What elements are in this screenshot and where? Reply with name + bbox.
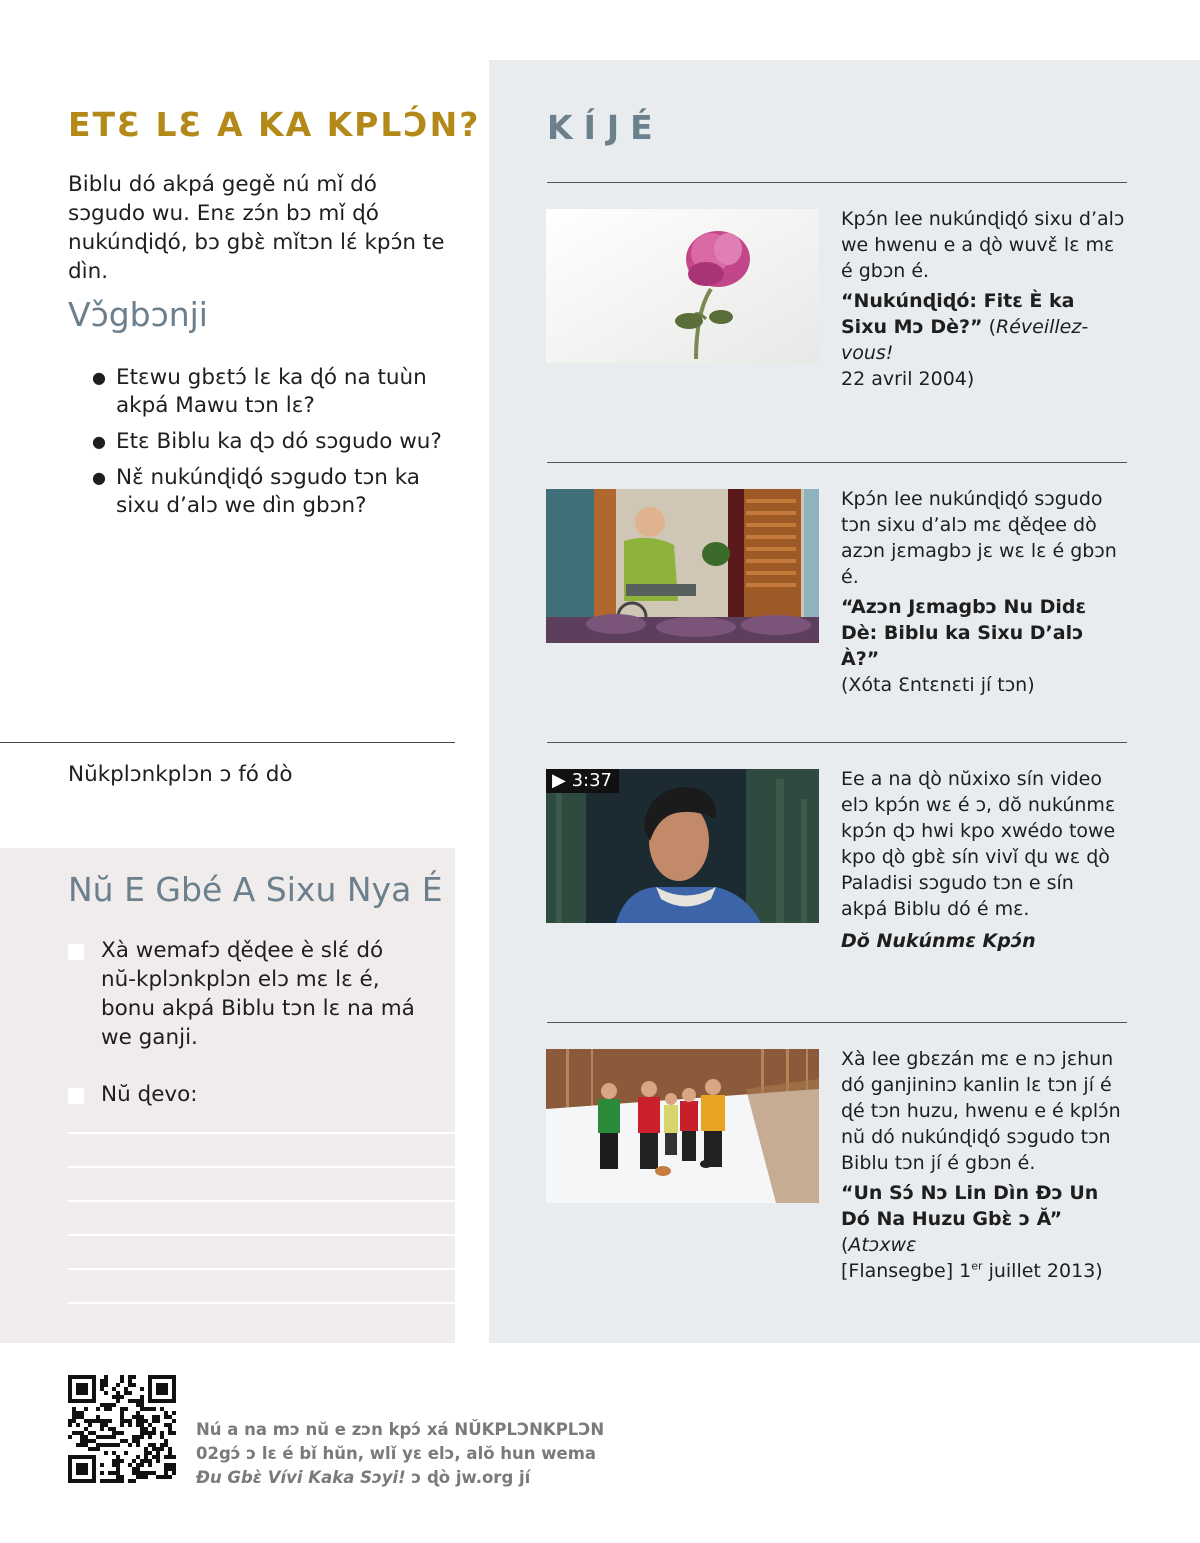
checkbox[interactable] (68, 1088, 84, 1104)
reading-item-2 (841, 486, 1126, 698)
next-steps-heading: Nŭ E Gbé A Sixu Nya É (68, 870, 443, 909)
footer-note: Nú a na mɔ nŭ e zɔn kpɔ́ xá NŬKPLƆNKPLƆN 02gɔ́ ɔ lɛ é bǐ hŭn, wlǐ yɛ elɔ, alŏ hun wema Ɖu Gbɛ̀ Vívi Kaka Sɔyi! ɔ ɖò jw.org jí (196, 1420, 605, 1487)
item-reference[interactable]: “Nukúnɖiɖó: Fitɛ È ka Sixu Mɔ Dè?” (Réveillez-vous! 22 avril 2004) (841, 290, 1089, 390)
bullet-icon: ● (92, 432, 106, 451)
write-line[interactable] (68, 1302, 455, 1304)
read-sidebar (489, 60, 1200, 1343)
play-icon: ▶ (552, 770, 566, 791)
left-column (0, 0, 489, 1343)
item-reference[interactable]: “Azɔn Jɛmagbɔ Nu Didɛ Dè: Biblu ka Sixu D’alɔ À?” (Xóta Ɛntɛnɛti jí tɔn) (841, 596, 1087, 696)
item-description: Xà lee gbɛzán mɛ e nɔ jɛhun dó ganjininɔ kanlin lɛ tɔn jí é ɖé tɔn huzu, hwenu e é kplɔ́n nŭ dó nukúnɖiɖó sɔgudo tɔn Biblu tɔn jí é gbɔn é. (841, 1048, 1121, 1174)
question-item: ● Nɛ̌ nukúnɖiɖó sɔgudo tɔn ka sixu d’alɔ we dìn gbɔn? (92, 465, 420, 518)
thumbnail-pink-flower[interactable] (546, 209, 819, 363)
write-line[interactable] (68, 1132, 455, 1134)
item-reference[interactable]: Dŏ Nukúnmɛ Kpɔ́n (841, 930, 1036, 952)
divider (0, 742, 455, 743)
next-steps-box (0, 848, 455, 1343)
family-snow-walk-image (546, 1049, 819, 1203)
item-description: Ee a na ɖò nŭxixo sín video elɔ kpɔ́n wɛ é ɔ, dŏ nukúnmɛ kpɔ́n ɖɔ hwi kpo xwédo towe kpo ɖò gbɛ̀ sín vivǐ ɖu wɛ ɖò Paladisi sɔgudo tɔn e sín akpá Biblu dó é mɛ. (841, 768, 1116, 920)
video-duration-badge: ▶ 3:37 (546, 769, 619, 793)
item-description: Kpɔ́n lee nukúnɖiɖó sɔgudo tɔn sixu d’alɔ mɛ ɖěɖee dò azɔn jɛmagbɔ jɛ wɛ lɛ é gbɔn é. (841, 488, 1117, 588)
reading-item-1 (841, 206, 1126, 392)
bullet-icon: ● (92, 468, 106, 487)
question-item: ● Etɛ Biblu ka ɖɔ dó sɔgudo wu? (92, 429, 442, 454)
divider (547, 742, 1127, 743)
questions-heading: Vɔ̌gbɔnji (68, 295, 208, 334)
divider (547, 182, 1127, 183)
section-heading: ETƐ LƐ A KA KPLƆ́N? (68, 105, 481, 144)
bullet-icon: ● (92, 368, 106, 387)
reading-item-4 (841, 1046, 1126, 1284)
item-description: Kpɔ́n lee nukúnɖiɖó sixu d’alɔ we hwenu e a ɖò wuvɛ̌ lɛ mɛ é gbɔn é. (841, 208, 1125, 282)
divider (547, 1022, 1127, 1023)
write-line[interactable] (68, 1234, 455, 1236)
read-heading: KÍJÉ (547, 108, 664, 147)
intro-paragraph: Biblu dó akpá gegě nú mǐ dó sɔgudo wu. Enɛ zɔ́n bɔ mǐ ɖó nukúnɖiɖó, bɔ gbɛ̀ mǐtɔn lɛ́ kpɔ́n te dìn. (68, 172, 445, 284)
thumbnail-man-in-wheelchair[interactable] (546, 489, 819, 643)
qr-code[interactable] (68, 1375, 176, 1483)
checklist-item-review[interactable]: Xà wemafɔ ɖěɖee è slɛ́ dó nŭ-kplɔnkplɔn elɔ mɛ lɛ é, bonu akpá Biblu tɔn lɛ na má we ganji. (68, 936, 418, 1052)
divider (547, 462, 1127, 463)
write-line[interactable] (68, 1166, 455, 1168)
studied-on-label: Nŭkplɔnkplɔn ɔ fó dò (68, 762, 293, 787)
pink-flower-image (546, 209, 819, 363)
write-line[interactable] (68, 1268, 455, 1270)
item-reference[interactable]: “Un Sɔ́ Nɔ Lin Dìn Ɖɔ Un Dó Na Huzu Gbɛ̀ ɔ Ă” (Atɔxwɛ [Flansegbe] 1er juillet 2013) (841, 1182, 1103, 1282)
question-item: ● Etɛwu gbɛtɔ́ lɛ ka ɖó na tuùn akpá Mawu tɔn lɛ? (92, 365, 427, 418)
write-line[interactable] (68, 1200, 455, 1202)
checklist-item-other[interactable]: Nŭ ɖevo: (68, 1080, 418, 1109)
thumbnail-family-snow-walk[interactable] (546, 1049, 819, 1203)
reading-item-3 (841, 766, 1126, 954)
checkbox[interactable] (68, 944, 84, 960)
video-thumbnail-man-looking-up[interactable] (546, 769, 819, 923)
qr-code-image (68, 1375, 176, 1483)
questions-list (90, 364, 450, 528)
man-in-wheelchair-image (546, 489, 819, 643)
